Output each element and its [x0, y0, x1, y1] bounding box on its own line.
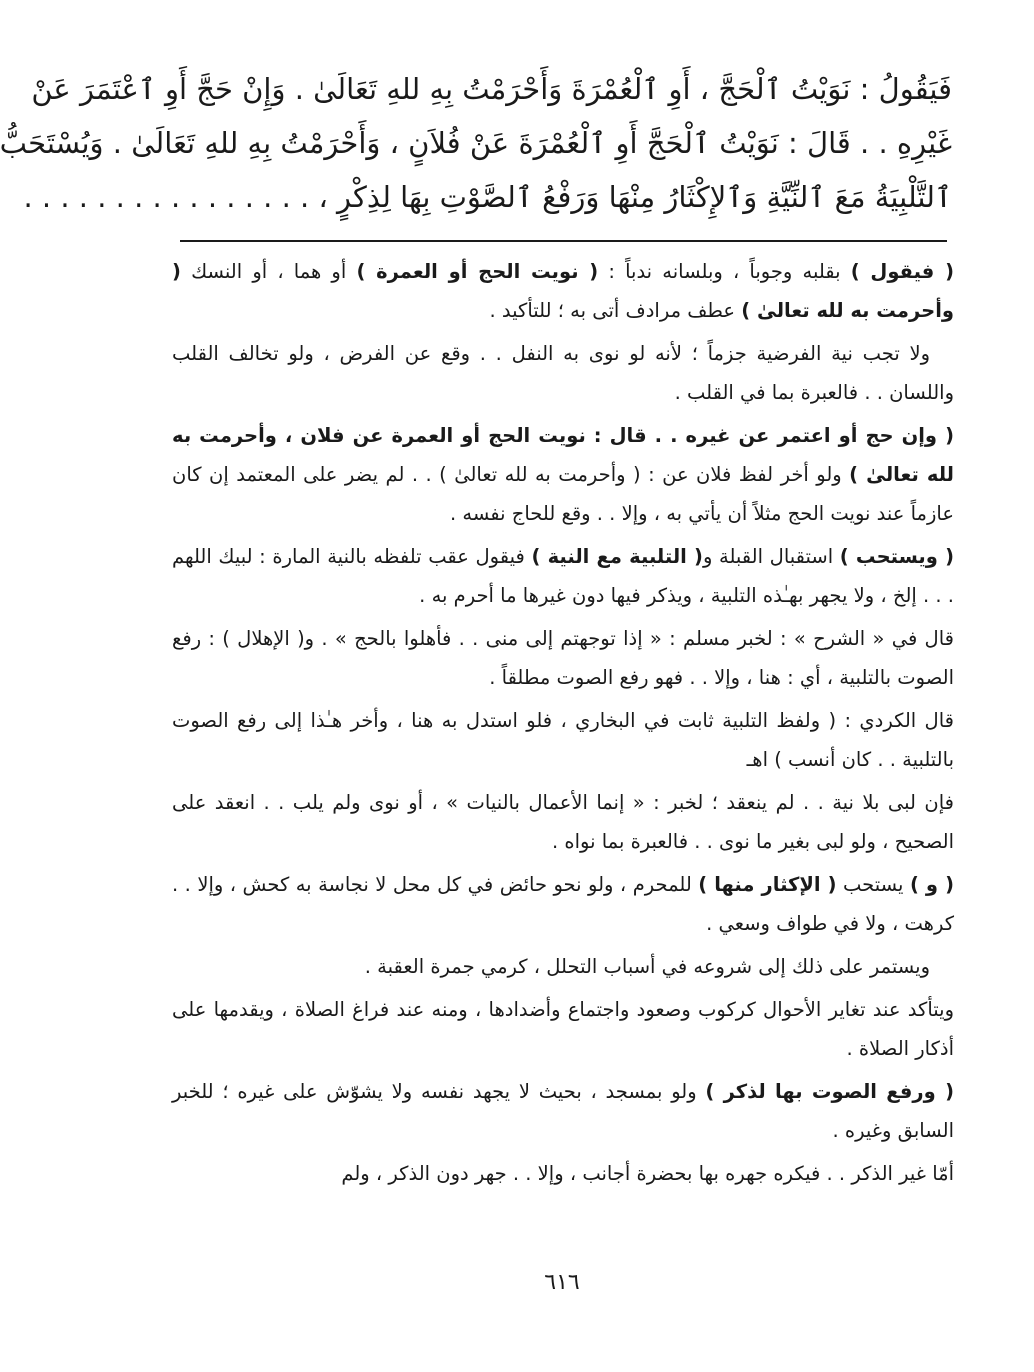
commentary-paragraph	[172, 416, 954, 533]
commentary-text: يستحب	[836, 873, 910, 896]
commentary-paragraph	[172, 1072, 954, 1150]
quoted-text: ( نويت الحج أو العمرة )	[356, 260, 599, 283]
commentary-text: أو هما ، أو النسك	[180, 260, 357, 283]
commentary-text: ويستمر على ذلك إلى شروعه في أسباب التحلل ، كرمي جمرة العقبة .	[364, 955, 930, 978]
commentary-text: ولو بمسجد ، بحيث لا يجهد نفسه ولا يشوّش على غيره ؛ للخبر السابق وغيره .	[172, 1080, 954, 1142]
commentary-text: قال في « الشرح » : لخبر مسلم : « إذا توجهتم إلى منى . . فأهلوا بالحج » . و( الإهلال ) : رفع الصوت بالتلبية ، أي : هنا ، وإلا . . فهو رفع الصوت مطلقاً .	[172, 627, 954, 689]
commentary-text: فيقول عقب تلفظه بالنية المارة : لبيك اللهم . . . إلخ ، ولا يجهر بهـٰذه التلبية ، ويذكر فيها دون غيرها ما أحرم به .	[172, 545, 954, 607]
commentary-paragraph	[172, 1154, 954, 1193]
commentary-text: للمحرم ، ولو نحو حائض في كل محل لا نجاسة به كحش ، وإلا . . كرهت ، ولا في طواف وسعي .	[172, 873, 954, 935]
quoted-text: ( ورفع الصوت بها لذكر )	[705, 1080, 954, 1103]
commentary-text: أمّا غير الذكر . . فيكره جهره بها بحضرة أجانب ، وإلا . . جهر دون الذكر ، ولم	[341, 1162, 954, 1185]
quoted-text: ( وأحرمت به لله تعالىٰ )	[172, 260, 954, 322]
main-text-line: غَيْرِهِ . . قَالَ : نَوَيْتُ ٱلْحَجَّ أَوِ ٱلْعُمْرَةَ عَنْ فُلاَنٍ ، وَأَحْرَمْتُ بِهِ للهِ تَعَالَىٰ . وَيُسْتَحَبُّ	[0, 126, 952, 160]
commentary-paragraph	[172, 252, 954, 330]
main-text	[0, 62, 952, 224]
commentary-paragraph	[172, 947, 954, 986]
commentary-paragraph	[172, 865, 954, 943]
commentary-text: قال الكردي : ( ولفظ التلبية ثابت في البخاري ، فلو استدل به هنا ، وأخر هـٰذا إلى رفع الصوت بالتلبية . . كان أنسب ) اهـ	[172, 709, 954, 771]
commentary-text: ولا تجب نية الفرضية جزماً ؛ لأنه لو نوى به النفل . . وقع عن الفرض ، ولو تخالف القلب واللسان . . فالعبرة بما في القلب .	[172, 342, 954, 404]
commentary-text: بقلبه وجوباً ، وبلسانه ندباً :	[598, 260, 851, 283]
commentary-paragraph	[172, 537, 954, 615]
main-text-line: ٱلتَّلْبِيَةُ مَعَ ٱلنِّيَّةِ وَٱلإِكْثَارُ مِنْهَا وَرَفْعُ ٱلصَّوْتِ بِهَا لِذِكْرٍ ، . . . . . . . . . . . . . . . .	[23, 180, 952, 214]
commentary-text: ولو أخر لفظ فلان عن : ( وأحرمت به لله تعالىٰ ) . . لم يضر على المعتمد إن كان عازماً عند نويت الحج مثلاً أن يأتي به ، وإلا . . وقع للحاج نفسه .	[172, 463, 954, 525]
commentary-paragraph	[172, 990, 954, 1068]
quoted-text: ( ويستحب )	[839, 545, 955, 568]
separator-line	[180, 240, 947, 242]
commentary	[172, 252, 954, 1197]
quoted-text: ( وإن حج أو اعتمر عن غيره . . قال : نويت الحج أو العمرة عن فلان ، وأحرمت به لله تعالىٰ )	[172, 424, 954, 486]
commentary-paragraph	[172, 783, 954, 861]
commentary-paragraph	[172, 334, 954, 412]
commentary-paragraph	[172, 701, 954, 779]
quoted-text: ( الإكثار منها )	[698, 873, 837, 896]
quoted-text: ( فيقول )	[850, 260, 954, 283]
main-text-line: فَيَقُولُ : نَوَيْتُ ٱلْحَجَّ ، أَوِ ٱلْعُمْرَةَ وَأَحْرَمْتُ بِهِ للهِ تَعَالَىٰ . وَإِنْ حَجَّ أَوِ ٱعْتَمَرَ عَنْ	[31, 72, 952, 106]
quoted-text: ( التلبية مع النية )	[531, 545, 703, 568]
commentary-text: عطف مرادف أتى به ؛ للتأكيد .	[489, 299, 742, 322]
commentary-paragraph	[172, 619, 954, 697]
commentary-text: ويتأكد عند تغاير الأحوال كركوب وصعود واجتماع وأضدادها ، ومنه عند فراغ الصلاة ، ويقدمها على أذكار الصلاة .	[172, 998, 954, 1060]
commentary-text: فإن لبى بلا نية . . لم ينعقد ؛ لخبر : « إنما الأعمال بالنيات » ، أو نوى ولم يلب . . انعقد على الصحيح ، ولو لبى بغير ما نوى . . فالعبرة بما نواه .	[172, 791, 954, 853]
quoted-text: ( و )	[909, 873, 954, 896]
page-number: ٦١٦	[544, 1270, 580, 1295]
commentary-text: استقبال القبلة و	[702, 545, 840, 568]
